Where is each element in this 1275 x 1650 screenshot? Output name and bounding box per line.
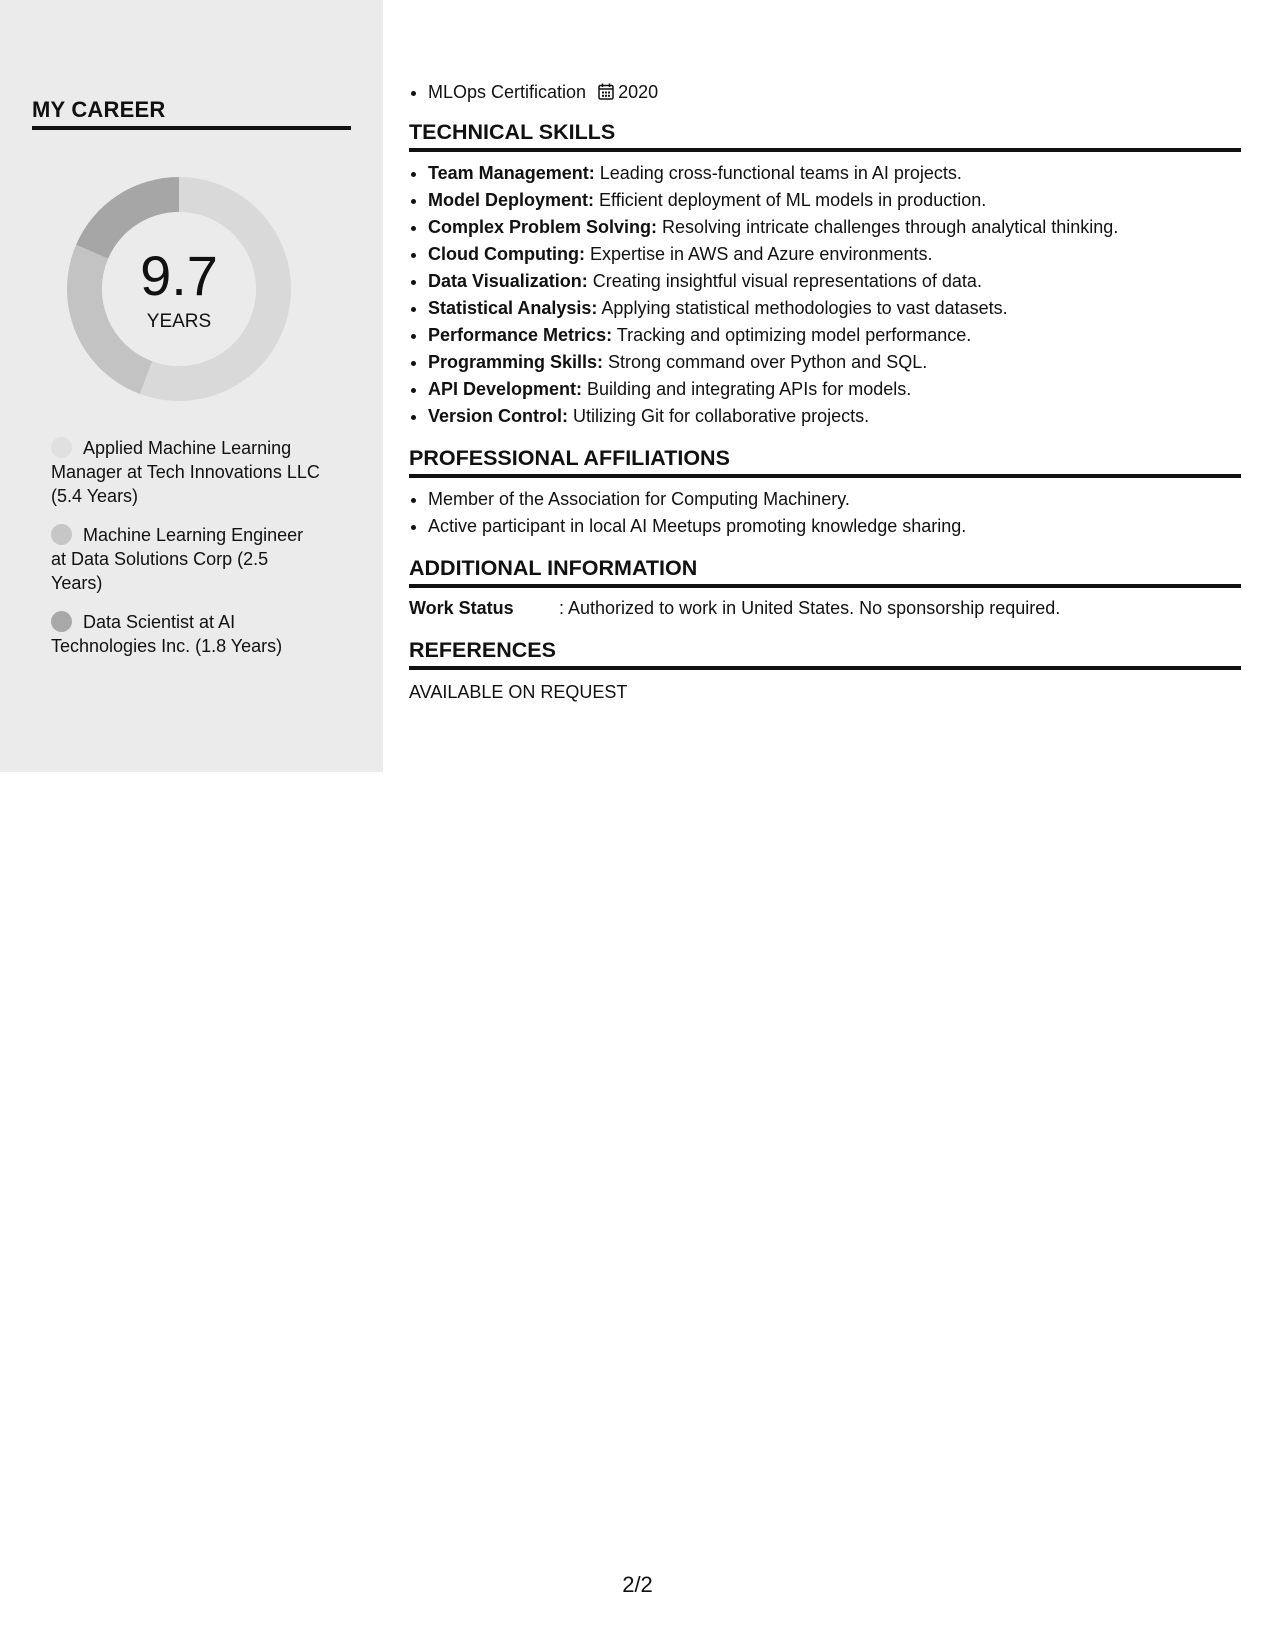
work-status-row [409,595,1241,622]
career-dot-icon [51,611,72,632]
skill-name: Data Visualization: [428,271,588,291]
main-content [409,78,1241,704]
technical-skills-list [409,160,1241,430]
skill-name: Statistical Analysis: [428,298,598,318]
skill-name: Team Management: [428,163,595,183]
skill-name: API Development: [428,379,583,399]
skill-item [428,295,1241,322]
skill-item [428,241,1241,268]
skill-item [428,322,1241,349]
affiliations-list [409,486,1241,540]
certification-list [409,78,1241,106]
total-years-label: YEARS [146,311,212,332]
additional-info-title: ADDITIONAL INFORMATION [409,556,1241,588]
skill-description: Applying statistical methodologies to vast datasets. [597,298,1008,318]
affiliation-item: • Member of the Association for Computing Machinery. [428,486,1241,513]
skill-item [428,214,1241,241]
skill-description: Expertise in AWS and Azure environments. [584,244,933,264]
skill-description: Building and integrating APIs for models. [582,379,912,399]
work-status-value: : Authorized to work in United States. No sponsorship required. [559,598,1061,618]
skill-description: Leading cross-functional teams in AI projects. [594,163,962,183]
total-years-value: 9.7 [140,244,218,307]
skill-name: Model Deployment: [428,190,595,210]
certification-item [428,78,1241,106]
skill-item [428,403,1241,430]
skill-item [428,349,1241,376]
career-title: MY CAREER [32,97,351,130]
career-list [51,436,321,673]
skill-description: Strong command over Python and SQL. [603,352,928,372]
skill-name: Version Control: [428,406,569,426]
skill-description: Tracking and optimizing model performance. [612,325,972,345]
career-item-label: Machine Learning Engineer at Data Solutions Corp (2.5 Years) [51,525,304,593]
career-item-label: Applied Machine Learning Manager at Tech Innovations LLC (5.4 Years) [51,438,320,506]
skill-item [428,160,1241,187]
references-text: AVAILABLE ON REQUEST [409,682,628,702]
references-title: REFERENCES [409,638,1241,670]
skill-item [428,187,1241,214]
sidebar [0,0,383,772]
calendar-icon [598,83,614,100]
affiliations-title: PROFESSIONAL AFFILIATIONS [409,446,1241,478]
career-donut-chart [66,176,292,402]
page-number: 2/2 [622,1572,653,1597]
career-item [51,436,321,508]
skill-name: Complex Problem Solving: [428,217,658,237]
career-dot-icon [51,437,72,458]
certification-name: MLOps Certification [428,82,587,102]
skill-description: Utilizing Git for collaborative projects. [568,406,870,426]
work-status-label: Work Status [409,598,514,618]
skill-description: Efficient deployment of ML models in production. [594,190,987,210]
skill-description: Creating insightful visual representations of data. [587,271,982,291]
skill-name: Cloud Computing: [428,244,585,264]
career-item-label: Data Scientist at AI Technologies Inc. (1.8 Years) [51,612,283,656]
career-item [51,523,321,595]
skill-name: Programming Skills: [428,352,604,372]
technical-skills-title: TECHNICAL SKILLS [409,120,1241,152]
career-item [51,610,321,658]
career-dot-icon [51,524,72,545]
skill-item [428,376,1241,403]
skill-name: Performance Metrics: [428,325,613,345]
certification-year: 2020 [618,82,659,102]
donut-center [66,176,292,402]
skill-description: Resolving intricate challenges through analytical thinking. [657,217,1119,237]
skill-item [428,268,1241,295]
affiliation-item: • Active participant in local AI Meetups promoting knowledge sharing. [428,513,1241,540]
